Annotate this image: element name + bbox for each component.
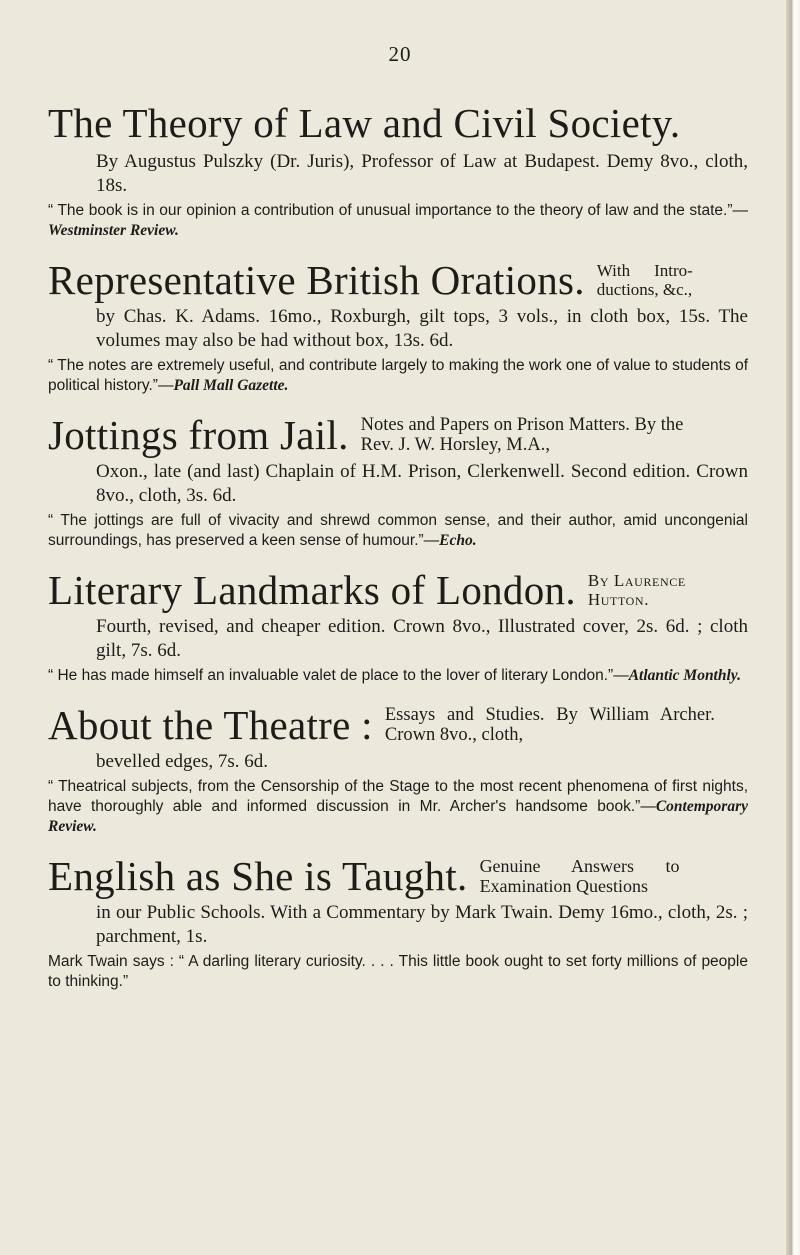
entry-body: Oxon., late (and last) Chaplain of H.M. Prison, Clerkenwell. Second edition. Crown 8vo., cloth, 3s. 6d. bbox=[96, 461, 748, 506]
entry-heading bbox=[48, 567, 748, 613]
entry-side-note: Notes and Papers on Prison Matters. By the Rev. J. W. Horsley, M.A., bbox=[360, 415, 684, 455]
catalogue-entry bbox=[48, 702, 748, 837]
entry-side-note: Essays and Studies. By William Archer. Crown 8vo., cloth, bbox=[384, 705, 715, 745]
entry-body: By Augustus Pulszky (Dr. Juris), Professor of Law at Budapest. Demy 8vo., cloth, 18s. bbox=[96, 151, 748, 196]
catalogue-entry bbox=[48, 412, 748, 551]
catalogue-entry bbox=[48, 853, 748, 992]
quote-text: “ He has made himself an invaluable valet de place to the lover of literary London.”— bbox=[48, 667, 629, 684]
entry-side-note: Genuine Answers to Examination Questions bbox=[479, 856, 680, 896]
catalogue-entry bbox=[48, 257, 748, 396]
catalogue-list bbox=[48, 100, 748, 1008]
quote-text: “ The jottings are full of vivacity and shrewd common sense, and their author, amid uncongenial surroundings, has preserved a keen sense of humour.”— bbox=[48, 512, 748, 549]
quote-source: Echo. bbox=[439, 532, 477, 549]
quote-source: Contemporary Review. bbox=[48, 798, 748, 835]
entry-heading bbox=[48, 257, 748, 303]
entry-heading bbox=[48, 702, 748, 748]
review-quote bbox=[48, 356, 748, 396]
entry-body: in our Public Schools. With a Commentary by Mark Twain. Demy 16mo., cloth, 2s. ; parchment, 1s. bbox=[96, 902, 748, 947]
entry-title: About the Theatre : bbox=[48, 702, 373, 748]
entry-side-note: By Laurence Hutton. bbox=[587, 571, 686, 609]
review-quote bbox=[48, 952, 748, 992]
quote-text: “ The book is in our opinion a contribution of unusual importance to the theory of law and the state.”— bbox=[48, 202, 748, 219]
entry-body: bevelled edges, 7s. 6d. bbox=[96, 751, 269, 772]
catalogue-entry bbox=[48, 100, 748, 241]
entry-title: Jottings from Jail. bbox=[48, 412, 349, 458]
review-quote bbox=[48, 201, 748, 241]
quote-text: Mark Twain says : “ A darling literary curiosity. . . . This little book ought to set forty millions of people to thinking.” bbox=[48, 953, 748, 990]
review-quote bbox=[48, 666, 748, 686]
entry-title: The Theory of Law and Civil Society. bbox=[48, 100, 681, 146]
review-quote bbox=[48, 777, 748, 837]
catalogue-entry bbox=[48, 567, 748, 686]
entry-body: Fourth, revised, and cheaper edition. Crown 8vo., Illustrated cover, 2s. 6d. ; cloth gilt, 7s. 6d. bbox=[96, 616, 748, 661]
quote-source: Westminster Review. bbox=[48, 222, 179, 239]
quote-text: “ Theatrical subjects, from the Censorship of the Stage to the most recent phenomena of first nights, have thoroughly able and informed discussion in Mr. Archer's handsome book.”— bbox=[48, 778, 748, 815]
entry-title: English as She is Taught. bbox=[48, 853, 468, 899]
review-quote bbox=[48, 511, 748, 551]
entry-heading bbox=[48, 853, 748, 899]
entry-title: Representative British Orations. bbox=[48, 257, 585, 303]
page-number: 20 bbox=[388, 42, 412, 66]
quote-source: Atlantic Monthly. bbox=[628, 667, 741, 684]
entry-title: Literary Landmarks of London. bbox=[48, 567, 576, 613]
quote-text: “ The notes are extremely useful, and contribute largely to making the work one of value to students of political history.”— bbox=[48, 357, 748, 394]
entry-heading bbox=[48, 412, 748, 458]
entry-side-note: With Intro-ductions, &c., bbox=[596, 261, 693, 299]
entry-body: by Chas. K. Adams. 16mo., Roxburgh, gilt tops, 3 vols., in cloth box, 15s. The volumes may also be had without box, 13s. 6d. bbox=[96, 306, 748, 351]
page-edge bbox=[786, 0, 800, 1255]
quote-source: Pall Mall Gazette. bbox=[173, 377, 289, 394]
